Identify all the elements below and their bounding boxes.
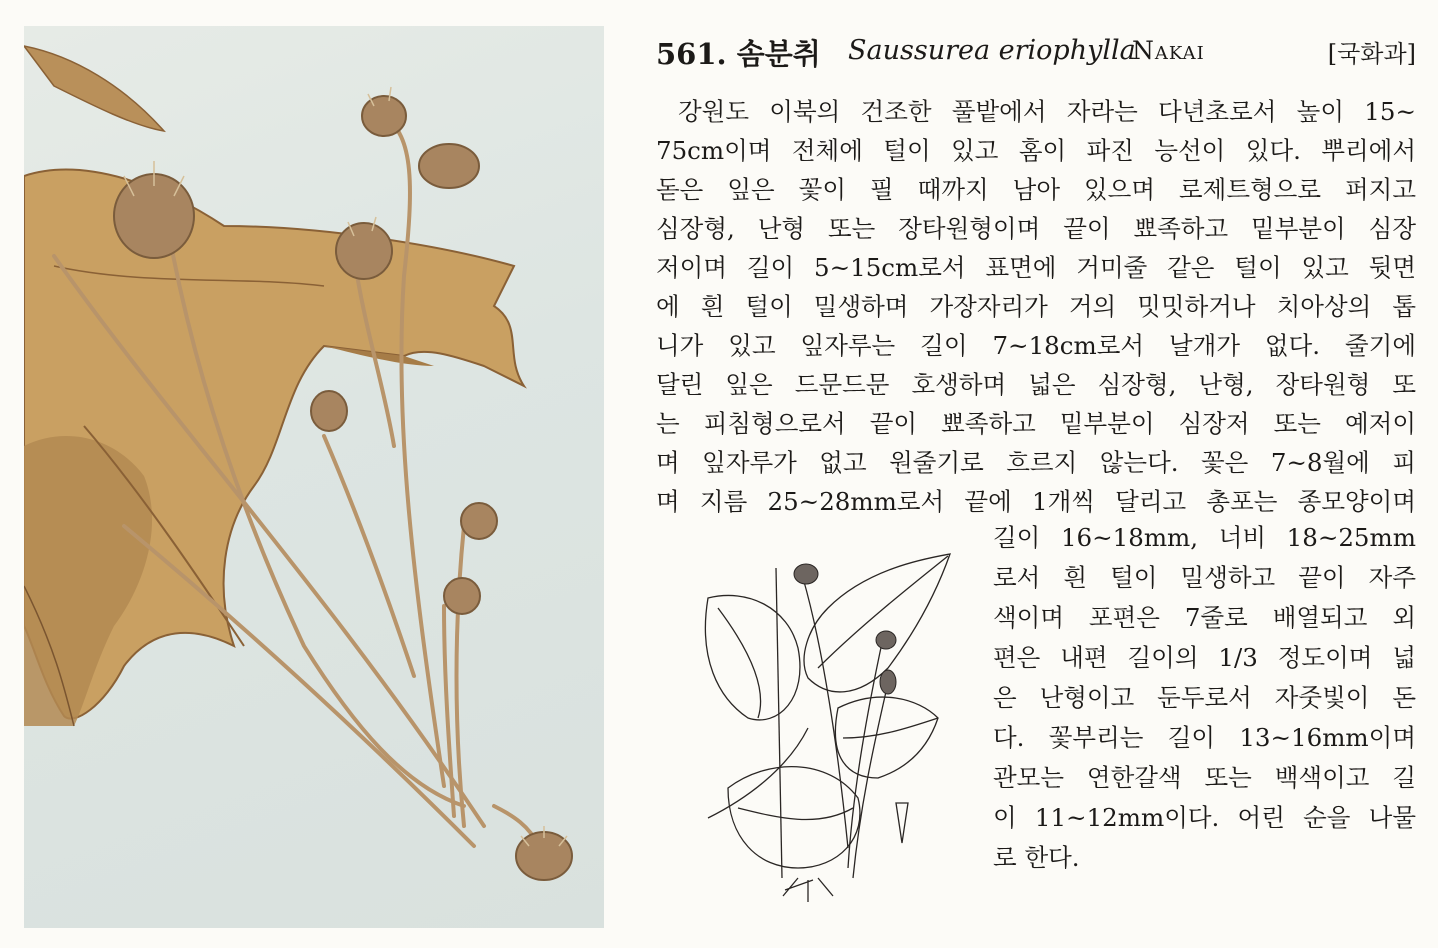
description-line: 니가 있고 잎자루는 길이 7~18cm로서 날개가 없다. 줄기에 — [656, 331, 1416, 360]
continuation-line: 이 11~12mm이다. 어린 순을 나물 — [993, 803, 1416, 832]
description-line: 저이며 길이 5~15cm로서 표면에 거미줄 같은 털이 있고 뒷면 — [656, 253, 1416, 282]
family-name: [국화과] — [1327, 40, 1416, 68]
description-line: 며 지름 25~28mm로서 끝에 1개씩 달리고 총포는 종모양이며 — [656, 487, 1416, 516]
pressed-plant-illustration — [24, 26, 604, 928]
description-line: 심장형, 난형 또는 장타원형이며 끝이 뾰족하고 밑부분이 심장 — [656, 214, 1416, 243]
continuation-line: 길이 16~18mm, 너비 18~25mm — [993, 523, 1416, 552]
continuation-line: 편은 내편 길이의 1/3 정도이며 넓 — [993, 643, 1416, 672]
description-continuation — [993, 518, 1416, 878]
continuation-line: 로 한다. — [993, 843, 1080, 872]
continuation-line: 색이며 포편은 7줄로 배열되고 외 — [993, 603, 1416, 632]
description-line: 돋은 잎은 꽃이 필 때까지 남아 있으며 로제트형으로 퍼지고 — [656, 175, 1416, 204]
description-line: 는 피침형으로서 끝이 뾰족하고 밑부분이 심장저 또는 예저이 — [656, 409, 1416, 438]
continuation-line: 다. 꽃부리는 길이 13~16mm이며 — [993, 723, 1416, 752]
description-line: 강원도 이북의 건조한 풀밭에서 자라는 다년초로서 높이 15~ — [678, 97, 1416, 126]
description-paragraph — [656, 92, 1416, 521]
entry-number-title: 561. 솜분취 — [656, 37, 821, 71]
description-line: 에 흰 털이 밀생하며 가장자리가 거의 밋밋하거나 치아상의 톱 — [656, 292, 1416, 321]
description-line: 며 잎자루가 없고 원줄기로 흐르지 않는다. 꽃은 7~8월에 피 — [656, 448, 1416, 477]
entry-header — [656, 30, 1416, 74]
description-line: 75cm이며 전체에 털이 있고 홈이 파진 능선이 있다. 뿌리에서 — [656, 136, 1416, 165]
specimen-photo — [24, 26, 604, 928]
description-line: 달린 잎은 드문드문 호생하며 넓은 심장형, 난형, 장타원형 또 — [656, 370, 1416, 399]
scientific-name: Saussurea eriophylla — [848, 35, 1136, 66]
continuation-line: 로서 흰 털이 밀생하고 끝이 자주 — [993, 563, 1416, 592]
continuation-line: 은 난형이고 둔두로서 자줏빛이 돈 — [993, 683, 1416, 712]
author-name: Nakai — [1132, 36, 1205, 65]
continuation-line: 관모는 연한갈색 또는 백색이고 길 — [993, 763, 1416, 792]
botanical-line-drawing — [688, 548, 958, 912]
